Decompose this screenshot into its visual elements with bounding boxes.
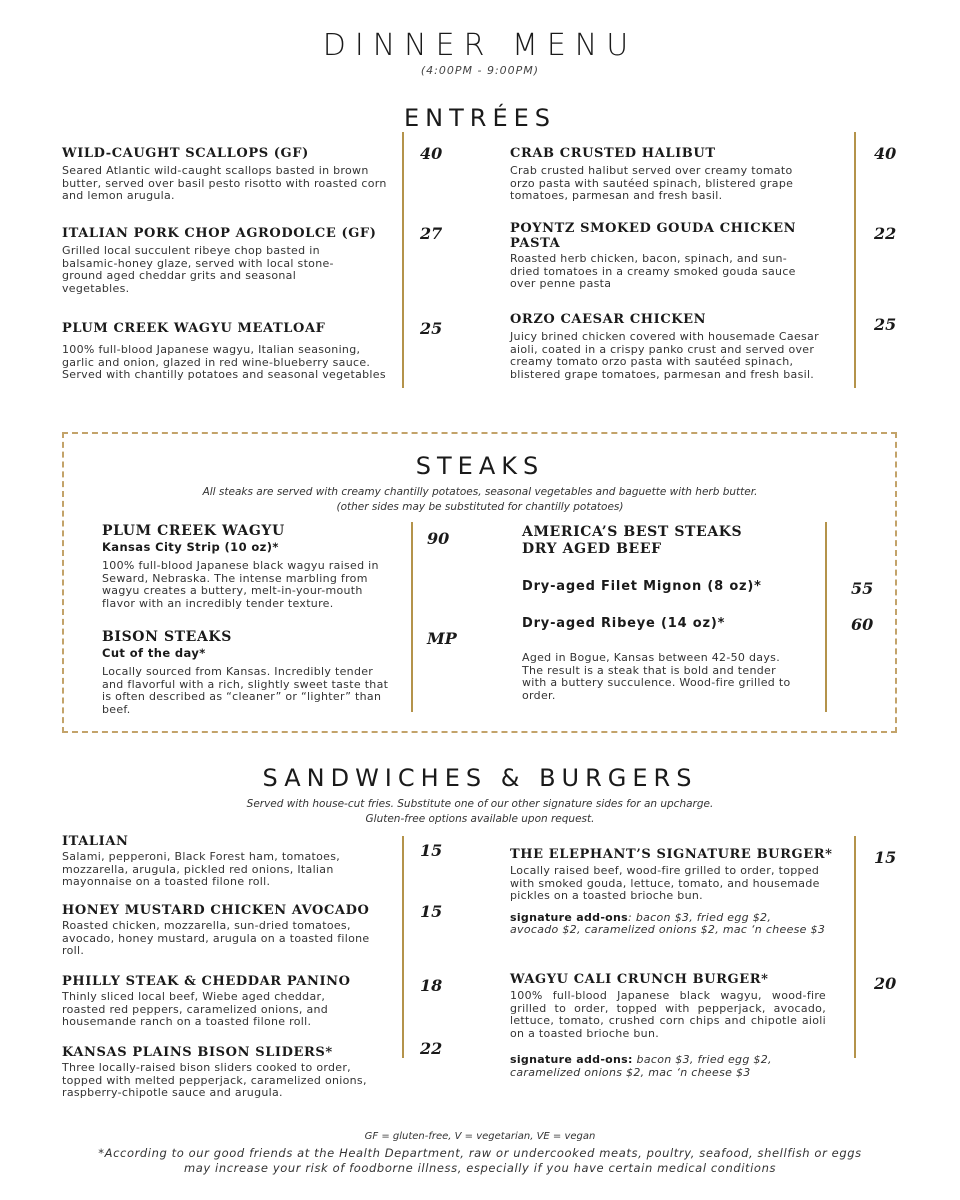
item-name: PHILLY STEAK & CHEDDAR PANINO (62, 974, 351, 989)
menu-item (510, 221, 830, 291)
item-name: CRAB CRUSTED HALIBUT (510, 146, 716, 161)
entrees-heading: ENTRÉES (403, 104, 556, 132)
item-name: WAGYU CALI CRUNCH BURGER* (510, 972, 769, 987)
item-name: ITALIAN (62, 834, 129, 849)
steaks-note: All steaks are served with creamy chantilly potatoes, seasonal vegetables and baguette with herb butter. (202, 486, 758, 498)
item-price: 90 (427, 529, 450, 548)
item-name: KANSAS PLAINS BISON SLIDERS* (62, 1045, 333, 1060)
item-price: 27 (420, 224, 443, 243)
item-name: THE ELEPHANT’S SIGNATURE BURGER* (510, 847, 833, 862)
item-name: POYNTZ SMOKED GOUDA CHICKEN PASTA (510, 221, 797, 251)
item-price: MP (427, 629, 457, 648)
addons-label: signature add-ons: (510, 1053, 633, 1066)
dry-aged-section (522, 525, 812, 557)
item-description: Roasted herb chicken, bacon, spinach, and sun-dried tomatoes in a creamy smoked gouda sauce over penne pasta (510, 252, 796, 290)
steaks-heading: STEAKS (415, 452, 545, 480)
menu-item (62, 834, 392, 889)
menu-item (62, 974, 392, 1029)
item-description: Locally sourced from Kansas. Incredibly tender and flavorful with a rich, slightly sweet taste that is often described as “cleaner” or “lighter” than beef. (102, 665, 389, 716)
item-name: BISON STEAKS (102, 629, 232, 645)
item-price: 15 (874, 848, 897, 867)
item-price: 60 (851, 615, 874, 634)
steak-item (102, 524, 402, 610)
item-name: HONEY MUSTARD CHICKEN AVOCADO (62, 903, 370, 918)
item-price: 55 (851, 579, 874, 598)
sandwiches-right-divider (854, 836, 856, 1058)
cut-name: Dry-aged Filet Mignon (8 oz)* (522, 579, 762, 594)
dry-aged-description: Aged in Bogue, Kansas between 42-50 days. The result is a steak that is bold and tender with a buttery succulence. Wood-fire grilled to order. (522, 651, 791, 702)
item-description: Juicy brined chicken covered with housemade Caesar aioli, coated in a crispy panko crust and served over creamy tomato orzo pasta with sautéed spinach, blistered grape tomatoes, parmesan and fresh basil. (510, 330, 819, 381)
entrees-left-divider (402, 132, 404, 388)
entrees-right-divider (854, 132, 856, 388)
sandwiches-note: Served with house-cut fries. Substitute one of our other signature sides for an upcharge. (246, 798, 714, 810)
menu-item (62, 146, 392, 203)
cut-name: Dry-aged Ribeye (14 oz)* (522, 616, 726, 631)
item-description: Crab crusted halibut served over creamy tomato orzo pasta with sautéed spinach, blistered grape tomatoes, parmesan and fresh basil. (510, 164, 794, 202)
item-description: 100% full-blood Japanese black wagyu, wood-fire grilled to order, topped with pepperjack, avocado, lettuce, tomato, crushed corn chips and chipotle aioli on a toasted brioche bun. (510, 989, 826, 1040)
item-description: Seared Atlantic wild-caught scallops basted in brown butter, served over basil pesto risotto with roasted corn and lemon arugula. (62, 164, 387, 202)
addons-list-cont: caramelized onions $2, mac ‘n cheese $3 (510, 1065, 751, 1079)
item-description: 100% full-blood Japanese black wagyu raised in Seward, Nebraska. The intense marbling from wagyu creates a buttery, melt-in-your-mouth flavor with an incredibly tender texture. (102, 559, 379, 610)
burger-addons (510, 912, 840, 937)
menu-item (62, 321, 392, 382)
menu-item (510, 312, 840, 381)
steaks-note-sub: (other sides may be substituted for chantilly potatoes) (336, 501, 624, 513)
addons-list-cont: avocado $2, caramelized onions $2, mac ‘n cheese $3 (510, 923, 826, 936)
item-price: 25 (874, 315, 897, 334)
item-description: Locally raised beef, wood-fire grilled to order, topped with smoked gouda, lettuce, tomato, and housemade pickles on a toasted brioche bun. (510, 864, 820, 902)
addons-label: signature add-ons (510, 910, 629, 924)
burger-item (510, 972, 830, 1079)
item-subtitle: Kansas City Strip (10 oz)* (102, 540, 279, 554)
item-name: WILD-CAUGHT SCALLOPS (GF) (62, 146, 309, 161)
item-price: 22 (420, 1039, 443, 1058)
item-name: ITALIAN PORK CHOP AGRODOLCE (GF) (62, 226, 377, 241)
sandwiches-left-divider (402, 836, 404, 1058)
item-price: 18 (420, 976, 443, 995)
item-price: 40 (874, 144, 897, 163)
menu-item (62, 903, 392, 958)
item-description: Three locally-raised bison sliders cooked to order, topped with melted pepperjack, caramelized onions, raspberry-chipotle sauce and arugula. (62, 1061, 367, 1099)
item-price: 40 (420, 144, 443, 163)
dry-aged-subtitle: DRY AGED BEEF (522, 541, 662, 557)
item-price: 15 (420, 841, 443, 860)
dry-aged-title: AMERICA’S BEST STEAKS (522, 524, 743, 540)
item-price: 15 (420, 902, 443, 921)
item-description: 100% full-blood Japanese wagyu, Italian seasoning, garlic and onion, glazed in red wine-blueberry sauce. Served with chantilly potatoes and seasonal vegetables (62, 343, 386, 381)
health-warning: *According to our good friends at the Health Department, raw or undercooked meats, poultry, seafood, shellfish or eggs (98, 1146, 862, 1160)
item-price: 20 (874, 974, 897, 993)
diet-legend: GF = gluten-free, V = vegetarian, VE = vegan (364, 1131, 596, 1142)
item-description: Salami, pepperoni, Black Forest ham, tomatoes, mozzarella, arugula, pickled red onions, Italian mayonnaise on a toasted filone roll. (62, 850, 341, 888)
burger-addons (510, 1054, 830, 1079)
item-name: ORZO CAESAR CHICKEN (510, 312, 707, 327)
burger-item (510, 847, 840, 937)
item-name: PLUM CREEK WAGYU MEATLOAF (62, 321, 326, 336)
menu-item (62, 226, 392, 295)
item-description: Roasted chicken, mozzarella, sun-dried tomatoes, avocado, honey mustard, arugula on a toasted filone roll. (62, 919, 370, 957)
health-warning-cont: may increase your risk of foodborne illness, especially if you have certain medical conditions (183, 1161, 777, 1175)
menu-hours: (4:00PM - 9:00PM) (420, 64, 540, 77)
steaks-left-divider (411, 522, 413, 712)
item-description: Thinly sliced local beef, Wiebe aged cheddar, roasted red peppers, caramelized onions, and housemande ranch on a toasted filone roll. (62, 990, 329, 1028)
menu-item (510, 146, 830, 203)
menu-title: DINNER MENU (322, 28, 638, 63)
item-name: PLUM CREEK WAGYU (102, 523, 285, 539)
sandwiches-heading: SANDWICHES & BURGERS (262, 764, 698, 792)
item-subtitle: Cut of the day* (102, 646, 206, 660)
item-price: 22 (874, 224, 897, 243)
item-price: 25 (420, 319, 443, 338)
addons-list: : bacon $3, fried egg $2, (628, 910, 772, 924)
item-description: Grilled local succulent ribeye chop basted in balsamic-honey glaze, served with local stone-ground aged cheddar grits and seasonal vegetables. (62, 244, 334, 295)
addons-list: bacon $3, fried egg $2, (632, 1053, 772, 1066)
steak-item (102, 630, 402, 716)
steaks-right-divider (825, 522, 827, 712)
sandwiches-note-sub: Gluten-free options available upon request. (365, 813, 595, 825)
menu-item (62, 1045, 392, 1100)
